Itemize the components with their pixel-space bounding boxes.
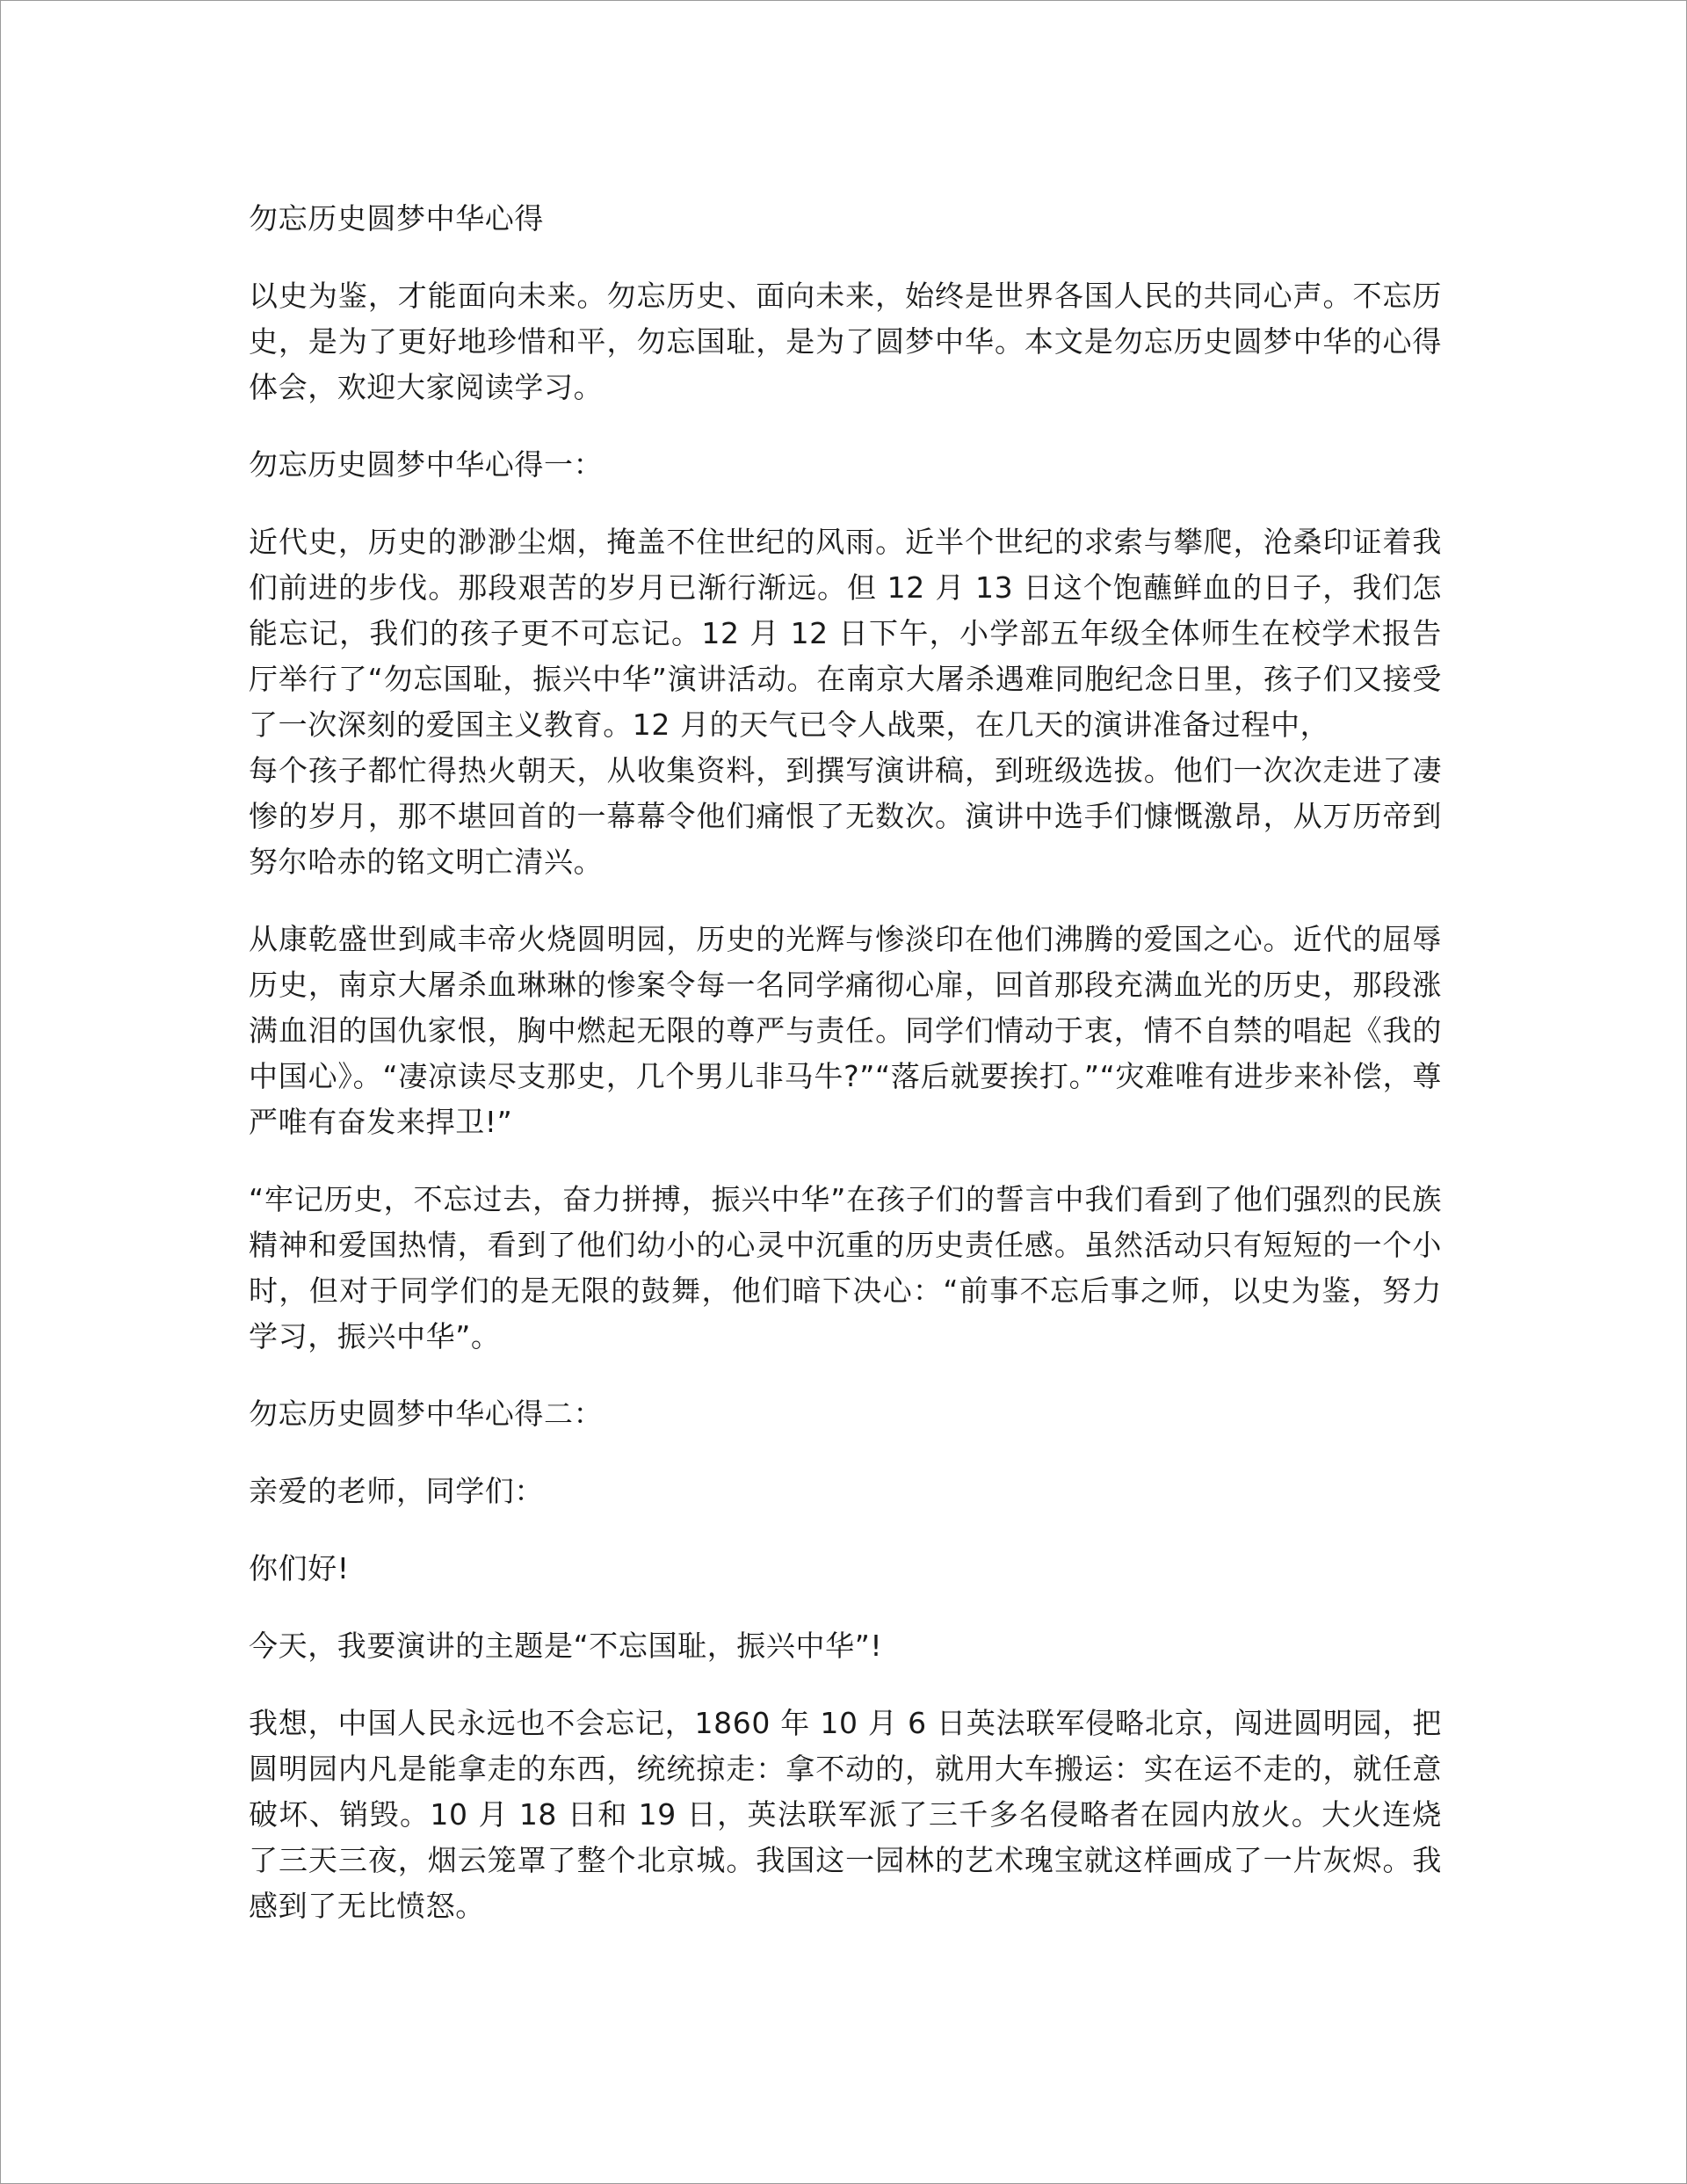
section-2-theme: 今天，我要演讲的主题是“不忘国耻，振兴中华”! [249,1629,883,1663]
section-1-paragraph-1: 近代史，历史的渺渺尘烟，掩盖不住世纪的风雨。近半个世纪的求索与攀爬，沧桑印证着我们前进的步伐。那段艰苦的岁月已渐行渐远。但 12 月 13 日这个饱蘸鲜血的日子，我们怎能忘记，我们的孩子更不可忘记。12 月 12 日下午，小学部五年级全体师生在校学术报告厅举行了“勿忘国耻，振兴中华”演讲活动。在南京大屠杀遇难同胞纪念日里，孩子们又接受了一次深刻的爱国主义教育。12 月的天气已令人战栗，在几天的演讲准备过程中， 每个孩子都忙得热火朝天，从收集资料，到撰写演讲稿，到班级选拔。他们一次次走进了凄惨的岁月，那不堪回首的一幕幕令他们痛恨了无数次。演讲中选手们慷慨激昂，从万历帝到努尔哈赤的铭文明亡清兴。 [249,525,1442,879]
section-1-paragraph-2: 从康乾盛世到咸丰帝火烧圆明园，历史的光辉与惨淡印在他们沸腾的爱国之心。近代的屈辱历史，南京大屠杀血琳琳的惨案令每一名同学痛彻心扉，回首那段充满血光的历史，那段涨满血泪的国仇家恨，胸中燃起无限的尊严与责任。同学们情动于衷，情不自禁的唱起《我的中国心》。“凄凉读尽支那史，几个男儿非马牛?”“落后就要挨打。”“灾难唯有进步来补偿，尊严唯有奋发来捍卫!” [249,922,1442,1139]
section-2-greeting: 亲爱的老师，同学们： [249,1474,544,1508]
section-1-paragraph-3: “牢记历史，不忘过去，奋力拼搏，振兴中华”在孩子们的誓言中我们看到了他们强烈的民族精神和爱国热情，看到了他们幼小的心灵中沉重的历史责任感。虽然活动只有短短的一个小时，但对于同学们的是无限的鼓舞，他们暗下决心：“前事不忘后事之师，以史为鉴，努力学习，振兴中华”。 [249,1182,1442,1353]
document-body [249,196,1442,1961]
section-1-title: 勿忘历史圆梦中华心得一： [249,447,604,482]
document-title: 勿忘历史圆梦中华心得 [249,201,544,236]
section-2-hello: 你们好! [249,1551,350,1585]
section-2-paragraph-1: 我想，中国人民永远也不会忘记，1860 年 10 月 6 日英法联军侵略北京，闯进圆明园，把圆明园内凡是能拿走的东西，统统掠走：拿不动的，就用大车搬运：实在运不走的，就任意破坏、销毁。10 月 18 日和 19 日，英法联军派了三千多名侵略者在园内放火。大火连烧了三天三夜，烟云笼罩了整个北京城。我国这一园林的艺术瑰宝就这样画成了一片灰烬。我感到了无比愤怒。 [249,1706,1442,1923]
intro-paragraph: 以史为鉴，才能面向未来。勿忘历史、面向未来，始终是世界各国人民的共同心声。不忘历史，是为了更好地珍惜和平，勿忘国耻，是为了圆梦中华。本文是勿忘历史圆梦中华的心得体会，欢迎大家阅读学习。 [249,279,1442,404]
section-2-title: 勿忘历史圆梦中华心得二： [249,1397,604,1431]
